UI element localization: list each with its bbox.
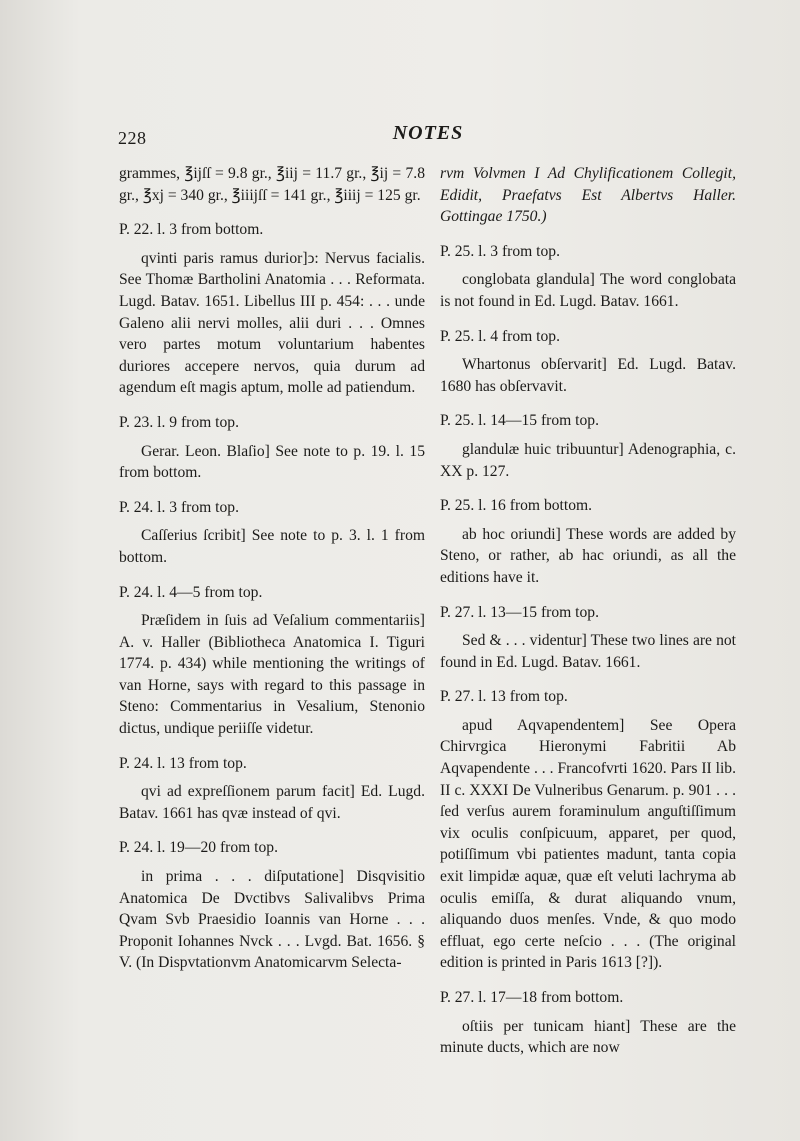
continuation-text: grammes, ℥ijſſ = 9.8 gr., ℥iij = 11.7 gr., ℥ij = 7.8 gr., ℥xj = 340 gr., ℥iiijſſ = 141 gr., ℥iiij = 125 gr. [119,165,425,204]
note-text: apud Aqvapendentem] See Opera Chirvrgica Hieronymi Fabritii Ab Aqvapendente . . . Francofvrti 1620. Pars II lib. II c. XXXI De Vulneribus Genarum. p. 901 . . . ſed verſus aurem foraminulum anguſtiſſimum vix oculis conſpicuum, apparet, per quod, potiſſimum vbi patientes madunt, tanta copia exit limpidæ aquæ, quæ eſt veluti lachryma ab oculis emiſſa, & durat aliquando vnum, aliquando duos menſes. Vnde, & quo modo effluat, ego certe neſcio . . . (The original edition is printed in Paris 1613 [?]). [440,716,736,972]
note-entry [119,497,425,569]
note-reference: P. 24. l. 19—20 from top. [119,839,278,857]
note-entry [119,837,425,974]
note-entry [440,987,736,1059]
note-text: glandulæ huic tribuuntur] Adenographia, c. XX p. 127. [440,440,736,480]
note-reference: P. 24. l. 13 from top. [119,754,247,772]
note-text: in prima . . . diſputatione] Disqvisitio Anatomica De Dvctibvs Salivalibvs Prima Qvam Svb Praesidio Ioannis van Horne . . . Proponit Iohannes Nvck . . . Lvgd. Bat. 1656. § V. (In Dispvtationvm Anatomicarvm Selecta- [119,868,425,972]
note-reference: P. 27. l. 13 from top. [440,688,568,706]
running-title: NOTES [392,122,464,144]
running-head [118,122,738,152]
page-number: 228 [118,128,147,148]
note-reference: P. 27. l. 17—18 from bottom. [440,989,624,1006]
note-text: conglobata glandula] The word conglobata is not found in Ed. Lugd. Batav. 1661. [440,271,736,310]
continuation-text: rvm Volvmen I Ad Chylificationem Collegit, Edidit, Praefatvs Est Albertvs Haller. Gottingae 1750.) [440,165,736,226]
note-reference: P. 23. l. 9 from top. [119,413,239,431]
note-reference: P. 25. l. 16 from bottom. [440,497,593,515]
note-reference: P. 27. l. 13—15 from top. [440,603,599,621]
note-entry [440,410,736,482]
note-text: qvinti paris ramus durior]ↄ: Nervus facialis. See Thomæ Bartholini Anatomia . . . Reformata. Lugd. Batav. 1651. Libellus III p. 454: . . . unde Galeno alii nervi molles, alii duri . . . Omnes vero partes motum voluntarium habentes duriores accepere nervos, quia durum ad agendum eſt magis aptum, molle ad patiendum. [119,249,425,397]
note-text: Gerar. Leon. Blaſio] See note to p. 19. l. 15 from bottom. [119,442,425,482]
note-entry [440,495,736,588]
note-entry [440,326,736,398]
right-column [440,163,736,1072]
note-entry [119,753,425,825]
note-entry [119,412,425,484]
note-reference: P. 22. l. 3 from bottom. [119,221,264,239]
note-reference: P. 25. l. 14—15 from top. [440,412,599,430]
note-entry [119,219,425,399]
note-text: Caſſerius ſcribit] See note to p. 3. l. 1 from bottom. [119,527,425,566]
note-entry [119,582,425,740]
note-reference: P. 25. l. 4 from top. [440,327,560,345]
note-reference: P. 24. l. 3 from top. [119,498,239,516]
note-entry [440,602,736,674]
note-reference: P. 24. l. 4—5 from top. [119,583,263,601]
note-text: Whartonus obſervarit] Ed. Lugd. Batav. 1680 has obſervavit. [440,356,736,395]
note-text: oſtiis per tunicam hiant] These are the minute ducts, which are now [440,1017,736,1057]
note-text: qvi ad expreſſionem parum facit] Ed. Lugd. Batav. 1661 has qvæ instead of qvi. [119,783,425,822]
note-text: ab hoc oriundi] These words are added by Steno, or rather, ab hac oriundi, as all the editions have it. [440,525,736,586]
note-entry [440,241,736,313]
left-column [119,163,425,987]
note-reference: P. 25. l. 3 from top. [440,242,560,260]
note-entry [440,686,736,974]
note-text: Sed & . . . videntur] These two lines are not found in Ed. Lugd. Batav. 1661. [440,632,736,671]
note-text: Præſidem in ſuis ad Veſalium commentariis] A. v. Haller (Bibliotheca Anatomica I. Tiguri 1774. p. 434) while mentioning the writings of van Horne, says with regard to this passage in Steno: Commentarius in Vesalium, Stenonio dictus, undique periiſſe videtur. [119,612,425,738]
